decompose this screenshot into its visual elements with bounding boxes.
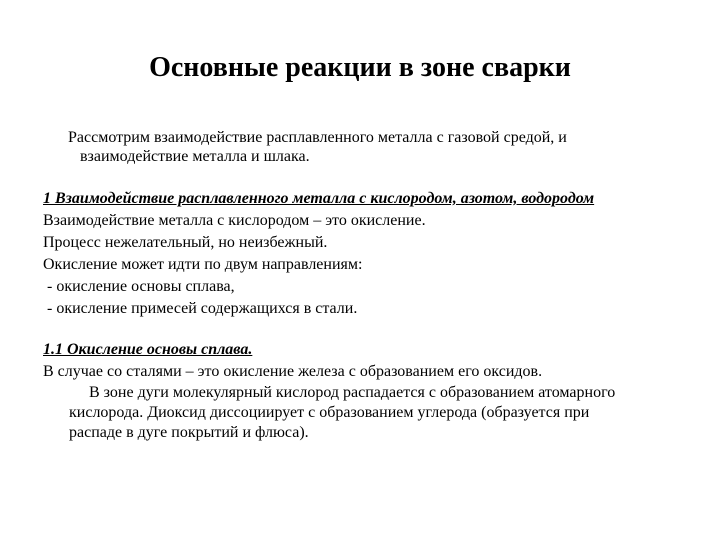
intro-paragraph <box>68 128 688 166</box>
slide-title: Основные реакции в зоне сварки <box>149 52 571 83</box>
section-2 <box>43 339 703 443</box>
section-1-line-1: Взаимодействие металла с кислородом – это окисление. <box>43 212 426 229</box>
section-1-line-2: Процесс нежелательный, но неизбежный. <box>43 234 328 251</box>
section-2-para-line-2: кислорода. Диоксид диссоциирует с образованием углерода (образуется при <box>69 404 590 421</box>
section-2-para-line-1: В зоне дуги молекулярный кислород распадается с образованием атомарного <box>89 384 616 401</box>
section-2-line-1: В случае со сталями – это окисление железа с образованием его оксидов. <box>43 363 543 380</box>
section-1 <box>43 188 703 320</box>
section-2-heading: 1.1 Окисление основы сплава. <box>43 341 253 358</box>
intro-line-2: взаимодействие металла и шлака. <box>80 148 310 165</box>
section-1-line-3: Окисление может идти по двум направлениям: <box>43 256 363 273</box>
section-1-list-item-2: - окисление примесей содержащихся в стали. <box>47 300 358 317</box>
section-1-heading: 1 Взаимодействие расплавленного металла с кислородом, азотом, водородом <box>43 190 595 207</box>
section-1-list-item-1: - окисление основы сплава, <box>47 278 235 295</box>
section-2-para-line-3: распаде в дуге покрытий и флюса). <box>69 424 309 441</box>
intro-line-1: Рассмотрим взаимодействие расплавленного металла с газовой средой, и <box>68 129 567 146</box>
